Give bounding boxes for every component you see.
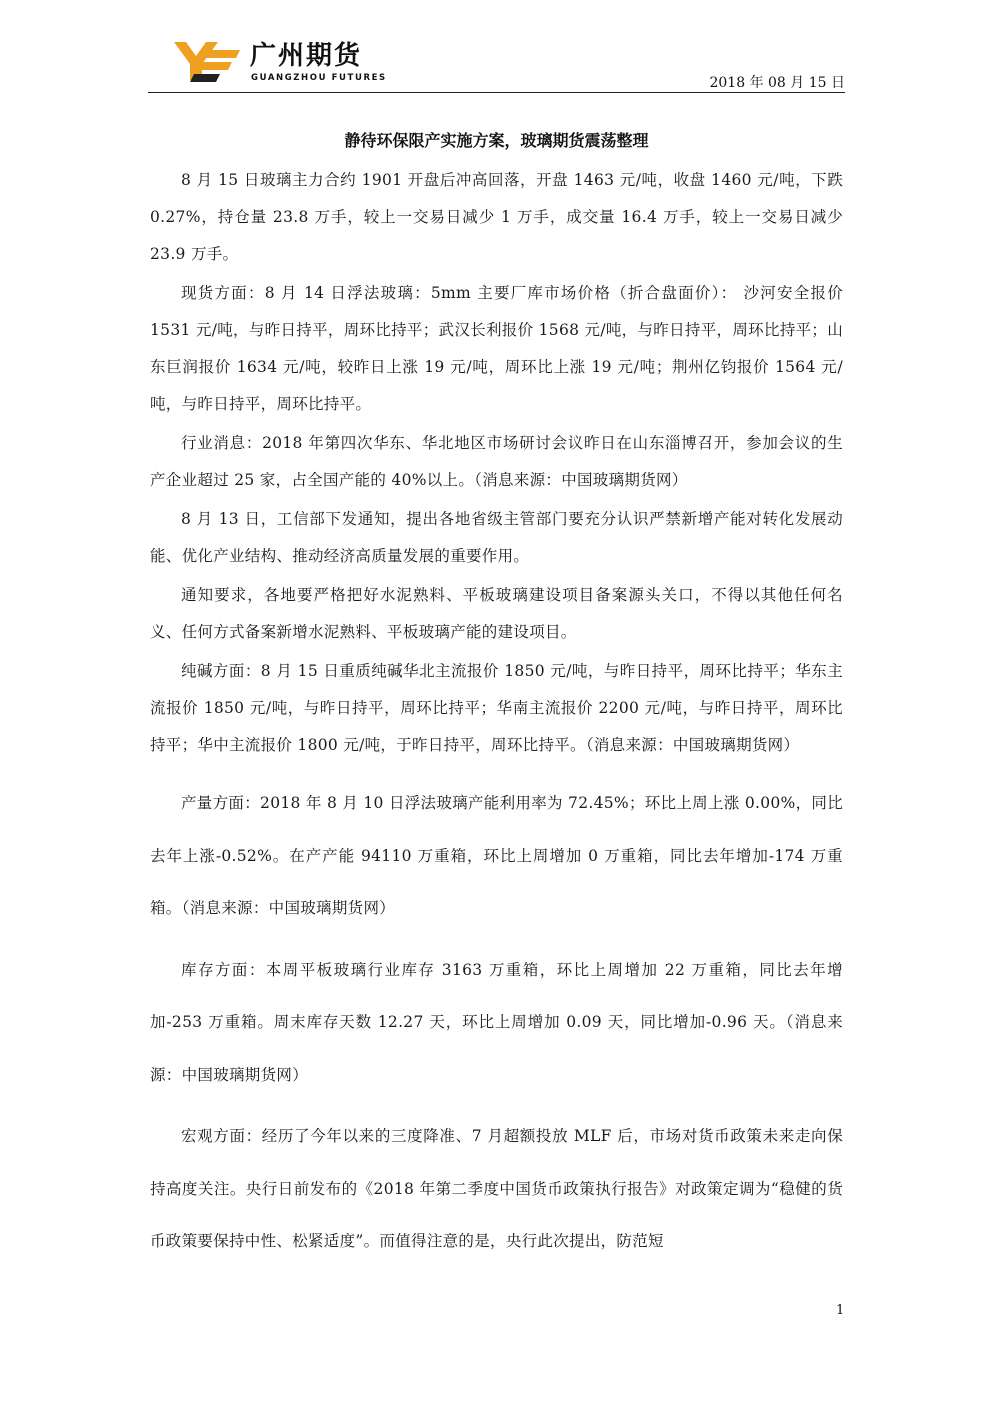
paragraph-soda-ash: 纯碱方面：8 月 15 日重质纯碱华北主流报价 1850 元/吨，与昨日持平，周环比持平；华东主流报价 1850 元/吨，与昨日持平，周环比持平；华南主流报价 2200 元/吨，与昨日持平，周环比持平；华中主流报价 1800 元/吨，于昨日持平，周环比持平。（消息来源：中国玻璃期货网） bbox=[150, 662, 843, 754]
logo-chinese-name: 广州期货 bbox=[250, 41, 363, 71]
guangzhou-futures-logo bbox=[172, 36, 392, 86]
article-title: 静待环保限产实施方案，玻璃期货震荡整理 bbox=[344, 131, 649, 150]
page-header bbox=[148, 30, 845, 94]
paragraph-inventory: 库存方面：本周平板玻璃行业库存 3163 万重箱，环比上周增加 22 万重箱，同比去年增加-253 万重箱。周末库存天数 12.27 天，环比上周增加 0.09 天，同比增加-0.96 天。（消息来源：中国玻璃期货网） bbox=[150, 960, 843, 1084]
paragraph-spot-prices: 现货方面：8 月 14 日浮法玻璃：5mm 主要厂库市场价格（折合盘面价）： 沙河安全报价 1531 元/吨，与昨日持平，周环比持平；武汉长利报价 1568 元/吨，与昨日持平，周环比持平；山东巨润报价 1634 元/吨，较昨日上涨 19 元/吨，周环比上涨 19 元/吨；荆州亿钧报价 1564 元/吨，与昨日持平，周环比持平。 bbox=[150, 284, 843, 413]
paragraph-industry-news: 行业消息：2018 年第四次华东、华北地区市场研讨会议昨日在山东淄博召开，参加会议的生产企业超过 25 家，占全国产能的 40%以上。（消息来源：中国玻璃期货网） bbox=[150, 434, 843, 489]
report-date: 2018 年 08 月 15 日 bbox=[709, 75, 845, 91]
yf-logo-icon bbox=[172, 36, 244, 84]
header-divider bbox=[148, 92, 845, 93]
logo-english-name: GUANGZHOU FUTURES bbox=[251, 73, 387, 83]
paragraph-production: 产量方面：2018 年 8 月 10 日浮法玻璃产能利用率为 72.45%；环比上周上涨 0.00%，同比去年上涨-0.52%。在产产能 94110 万重箱，环比上周增加 0 万重箱，同比去年增加-174 万重箱。（消息来源：中国玻璃期货网） bbox=[150, 794, 843, 917]
paragraph-miit-notice: 8 月 13 日，工信部下发通知，提出各地省级主管部门要充分认识严禁新增产能对转化发展动能、优化产业结构、推动经济高质量发展的重要作用。 bbox=[150, 510, 843, 565]
paragraph-market-summary: 8 月 15 日玻璃主力合约 1901 开盘后冲高回落，开盘 1463 元/吨，收盘 1460 元/吨，下跌 0.27%，持仓量 23.8 万手，较上一交易日减少 1 万手，成交量 16.4 万手，较上一交易日减少 23.9 万手。 bbox=[150, 171, 843, 263]
paragraph-notice-requirements: 通知要求，各地要严格把好水泥熟料、平板玻璃建设项目备案源头关口，不得以其他任何名义、任何方式备案新增水泥熟料、平板玻璃产能的建设项目。 bbox=[150, 586, 843, 641]
paragraph-macro: 宏观方面：经历了今年以来的三度降准、7 月超额投放 MLF 后，市场对货币政策未来走向保持高度关注。央行日前发布的《2018 年第二季度中国货币政策执行报告》对政策定调为“稳健的货币政策要保持中性、松紧适度”。而值得注意的是，央行此次提出，防范短 bbox=[150, 1127, 843, 1250]
page-number: 1 bbox=[836, 1303, 845, 1318]
article-body bbox=[150, 162, 843, 1268]
